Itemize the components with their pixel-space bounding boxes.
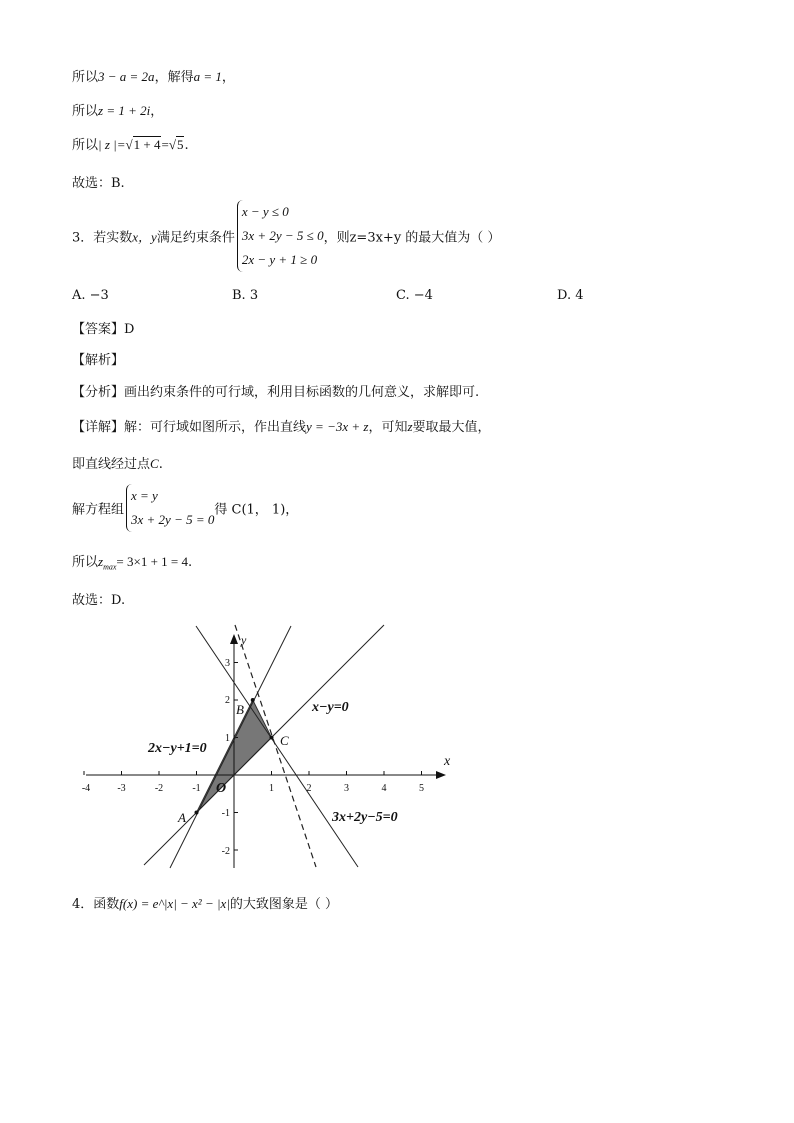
- x-tick-label: -3: [117, 783, 126, 794]
- line-label-x-minus-y: x−y=0: [312, 700, 349, 715]
- y-tick-label: 3: [225, 658, 230, 669]
- y-axis-label: y: [241, 633, 247, 647]
- text: .: [184, 138, 189, 153]
- text: 解方程组: [72, 502, 125, 518]
- point-c-marker: [270, 736, 274, 740]
- text: 得 C(1， 1)，: [214, 502, 299, 518]
- x-tick-label: -1: [192, 783, 201, 794]
- text: 所以: [72, 138, 99, 153]
- text: 所以: [72, 104, 99, 119]
- constraint: x − y ≤ 0: [241, 204, 289, 219]
- text: 满足约束条件: [156, 230, 235, 246]
- text: ，则z=3x+y 的最大值为（ ）: [323, 230, 501, 246]
- text: 要取最大值，: [412, 420, 491, 435]
- answer-tag: 【答案】: [72, 322, 125, 337]
- text: 画出约束条件的可行域，利用目标函数的几何意义，求解即可.: [124, 385, 480, 400]
- x-tick-label: -4: [81, 783, 91, 794]
- equation: | z |=: [98, 137, 126, 152]
- text: 所以: [72, 555, 99, 570]
- y-axis-arrow: [230, 634, 238, 644]
- equation: x = y: [131, 488, 158, 503]
- option-a: A. −3: [72, 288, 109, 303]
- text: 的大致图象是（ ）: [229, 897, 339, 912]
- text: ，: [150, 104, 164, 119]
- origin-label: O: [216, 781, 227, 796]
- text: 解：可行域如图所示，作出直线: [124, 420, 307, 435]
- x-axis-label: x: [444, 754, 451, 769]
- text: 所以: [72, 70, 99, 85]
- option-c: C. −4: [396, 288, 433, 303]
- constraint: 3x + 2y − 5 ≤ 0: [241, 228, 324, 243]
- point-b-marker: [251, 698, 255, 702]
- text: ，解得: [154, 70, 194, 85]
- equation: z = 1 + 2i: [98, 103, 151, 118]
- answer-value: D: [124, 322, 135, 337]
- constraint: 2x − y + 1 ≥ 0: [241, 252, 318, 267]
- x-tick-label: -2: [154, 783, 164, 794]
- option-b: B. 3: [232, 288, 259, 303]
- x-tick-label: 1: [269, 783, 274, 794]
- equation: a = 1: [193, 69, 222, 84]
- y-tick-label: 1: [225, 733, 230, 744]
- subscript: max: [103, 562, 117, 572]
- line-label-3x-plus-2y: 3x+2y−5=0: [332, 810, 398, 825]
- equation: =: [161, 137, 169, 152]
- x-tick-label: 2: [306, 783, 312, 794]
- xiangjie-tag: 【详解】: [72, 420, 125, 435]
- text: .: [158, 457, 163, 472]
- final-line: 故选：D.: [72, 593, 126, 608]
- point: C: [150, 456, 159, 471]
- point-c-label: C: [280, 733, 289, 748]
- text: 3．若实数: [72, 230, 133, 246]
- equation: z: [407, 419, 413, 434]
- text: 4．函数: [72, 897, 120, 912]
- text: ，可知: [368, 420, 408, 435]
- sqrt: 5: [176, 137, 184, 152]
- equation: = 3×1 + 1 = 4: [116, 554, 188, 569]
- equation: y = −3x + z: [306, 419, 369, 434]
- line-label-2x-minus-y: 2x−y+1=0: [148, 741, 207, 756]
- point-a-marker: [195, 811, 199, 815]
- text: 即直线经过点: [72, 457, 151, 472]
- function: f(x) = e^|x| − x² − |x|: [119, 896, 230, 911]
- sqrt: 1 + 4: [133, 137, 161, 152]
- analysis-tag: 【解析】: [72, 353, 125, 368]
- text: .: [187, 555, 193, 570]
- vars: x，y: [132, 229, 157, 245]
- line-4: 故选：B.: [72, 176, 125, 191]
- y-tick-label: 2: [225, 695, 230, 706]
- point-b-label: B: [236, 702, 244, 717]
- point-a-label: A: [178, 810, 186, 825]
- fenxi-tag: 【分析】: [72, 385, 125, 400]
- x-tick-label: 5: [419, 783, 424, 794]
- equation: z: [98, 554, 104, 569]
- x-tick-label: 4: [381, 783, 387, 794]
- line-3: 所以| z |=√1 + 4=√5.: [72, 137, 189, 153]
- equation: 3 − a = 2a: [98, 69, 155, 84]
- equation: 3x + 2y − 5 = 0: [131, 512, 215, 527]
- y-tick-label: -2: [221, 846, 230, 857]
- y-tick-label: -1: [221, 808, 230, 819]
- x-axis-arrow: [436, 771, 446, 779]
- line-3x-plus-2y-minus-5: [196, 626, 358, 867]
- option-d: D. 4: [557, 288, 584, 303]
- question-4: [72, 893, 338, 912]
- x-ticks: [84, 771, 422, 775]
- x-tick-label: 3: [344, 783, 349, 794]
- text: ，: [221, 70, 235, 85]
